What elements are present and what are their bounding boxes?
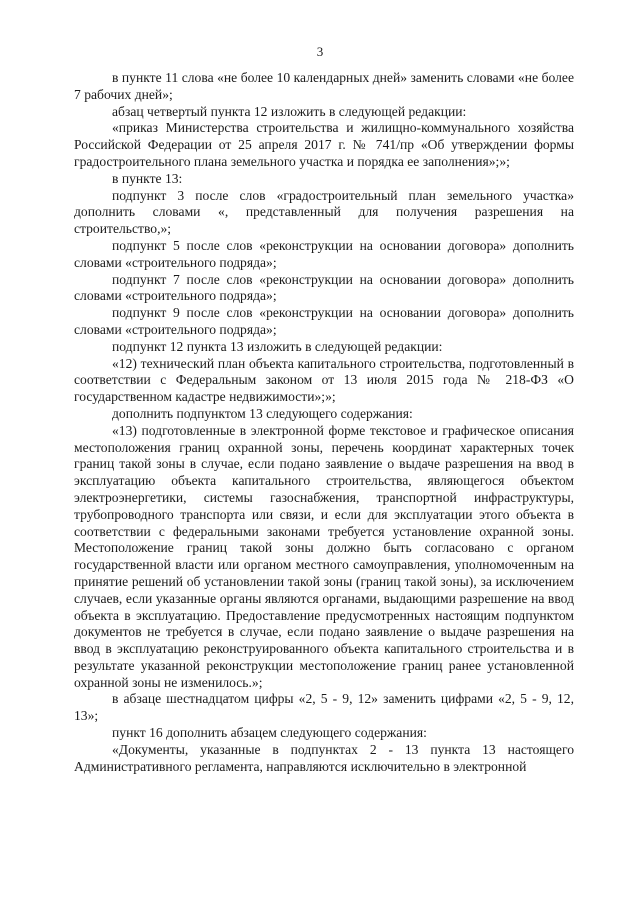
paragraph: «Документы, указанные в подпунктах 2 - 13 пункта 13 настоящего Административного регламента, направляются исключительно в электронной	[74, 741, 574, 774]
paragraph: подпункт 3 после слов «градостроительный план земельного участка» дополнить словами «, представленный для получения разрешения на строительство,»;	[74, 187, 574, 237]
paragraph: в пункте 11 слова «не более 10 календарных дней» заменить словами «не более 7 рабочих дней»;	[74, 70, 574, 102]
paragraph: «13) подготовленные в электронной форме текстовое и графическое описания местоположения границ охранной зоны, перечень координат характерных точек границ такой зоны в случае, если подано заявление о выдаче разрешения на ввод в эксплуатацию объекта капитального строительства, являющегося объектом электроэнергетики, системы газоснабжения, транспортной инфраструктуры, трубопроводного транспорта или связи, и если для эксплуатации этого объекта в соответствии с федеральными законами требуется установление охранной зоны. Местоположение границ такой зоны должно быть согласовано с органом государственной власти или органом местного самоуправления, уполномоченным на принятие решений об установлении такой зоны (границ такой зоны), за исключением случаев, если указанные органы являются органами, выдающими разрешение на ввод объекта в эксплуатацию. Предоставление предусмотренных настоящим подпунктом документов не требуется в случае, если подано заявление о выдаче разрешения на ввод в эксплуатацию реконструированного объекта капитального строительства и в результате указанной реконструкции местоположение границ ранее установленной охранной зоны не изменилось.»;	[74, 422, 574, 690]
paragraph: пункт 16 дополнить абзацем следующего содержания:	[112, 725, 427, 741]
paragraph: «12) технический план объекта капитального строительства, подготовленный в соответствии с Федеральным законом от 13 июля 2015 года № 218-ФЗ «О государственном кадастре недвижимости»;»;	[74, 355, 574, 405]
paragraph: подпункт 12 пункта 13 изложить в следующей редакции:	[112, 338, 443, 354]
paragraph: в абзаце шестнадцатом цифры «2, 5 - 9, 12» заменить цифрами «2, 5 - 9, 12, 13»;	[74, 691, 574, 724]
paragraph: подпункт 9 после слов «реконструкции на основании договора» дополнить словами «строительного подряда»;	[74, 305, 574, 337]
paragraph: подпункт 7 после слов «реконструкции на основании договора» дополнить словами «строительного подряда»;	[74, 271, 574, 304]
page-number: 3	[316, 44, 324, 59]
document-body	[74, 70, 574, 775]
paragraph: в пункте 13:	[112, 170, 183, 186]
paragraph: «приказ Министерства строительства и жилищно-коммунального хозяйства Российской Федерации от 25 апреля 2017 г. № 741/пр «Об утверждении формы градостроительного плана земельного участка и порядка ее заполнения»;»;	[74, 120, 574, 169]
paragraph: дополнить подпунктом 13 следующего содержания:	[112, 405, 413, 421]
paragraph: подпункт 5 после слов «реконструкции на основании договора» дополнить словами «строительного подряда»;	[74, 237, 574, 270]
paragraph: абзац четвертый пункта 12 изложить в следующей редакции:	[112, 103, 467, 119]
